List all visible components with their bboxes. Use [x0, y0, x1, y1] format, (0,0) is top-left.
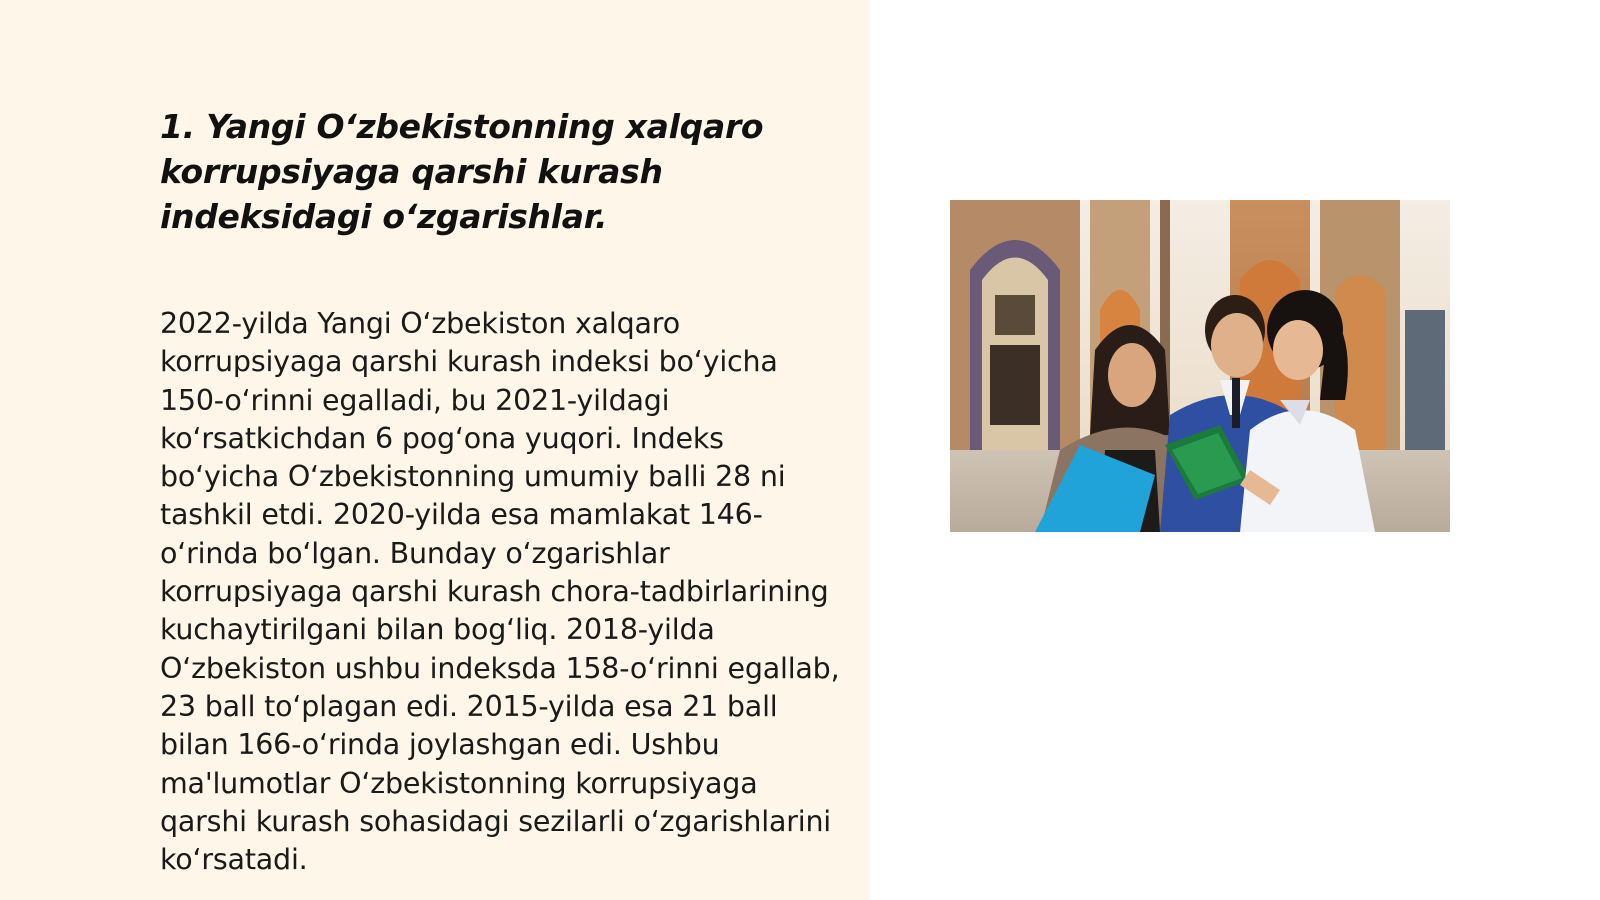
slide-title: 1. Yangi O‘zbekistonning xalqaro korrupsiyaga qarshi kurash indeksidagi o‘zgarishlar.: [160, 107, 764, 236]
students-photo: [950, 200, 1450, 532]
slide-body-text: 2022-yilda Yangi O‘zbekiston xalqaro korrupsiyaga qarshi kurash indeksi bo‘yicha 150-o‘rinni egalladi, bu 2021-yildagi ko‘rsatkichdan 6 pog‘ona yuqori. Indeks bo‘yicha O‘zbekistonning umumiy balli 28 ni tashkil etdi. 2020-yilda esa mamlakat 146-o‘rinda bo‘lgan. Bunday o‘zgarishlar korrupsiyaga qarshi kurash chora-tadbirlarining kuchaytirilgani bilan bog‘liq. 2018-yilda O‘zbekiston ushbu indeksda 158-o‘rinni egallab, 23 ball to‘plagan edi. 2015-yilda esa 21 ball bilan 166-o‘rinda joylashgan edi. Ushbu ma'lumotlar O‘zbekistonning korrupsiyaga qarshi kurash sohasidagi sezilarli o‘zgarishlarini ko‘rsatadi.: [160, 307, 840, 877]
